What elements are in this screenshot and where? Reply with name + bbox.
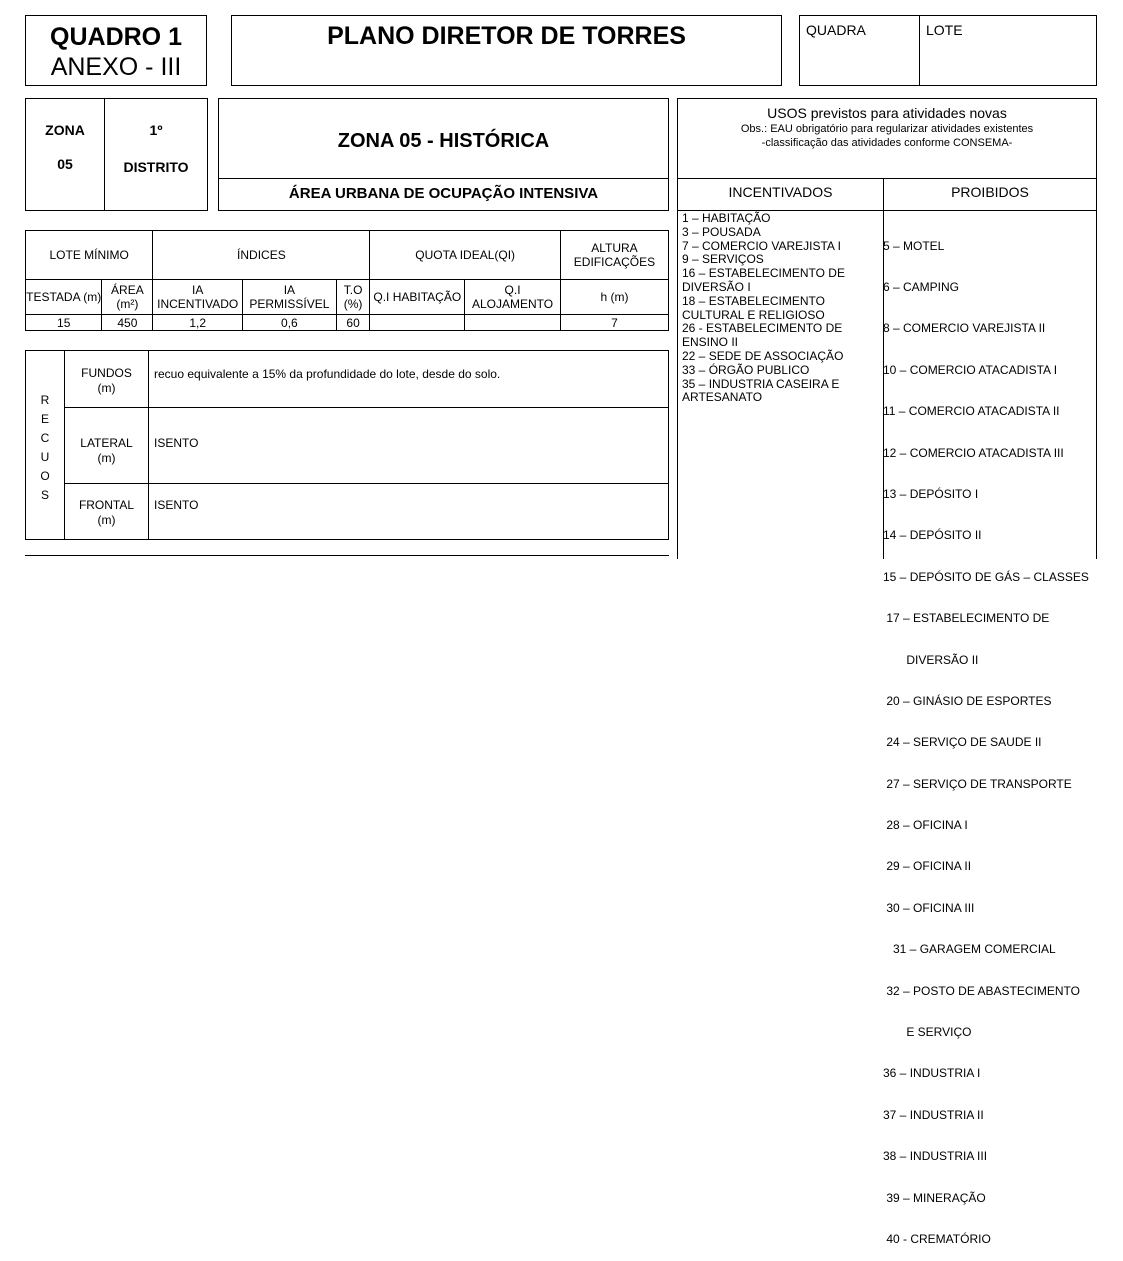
- list-item: 32 – POSTO DE ABASTECIMENTO: [883, 983, 1080, 998]
- recuo-frontal-value-cell: [148, 483, 669, 540]
- distrito-box: [104, 98, 208, 211]
- zone-name-box: [218, 98, 669, 179]
- list-item: 10 – COMERCIO ATACADISTA I: [883, 362, 1058, 377]
- zone-name: ZONA 05 - HISTÓRICA: [337, 130, 550, 152]
- list-item: 36 – INDUSTRIA I: [883, 1066, 981, 1081]
- list-item: 16 – ESTABELECIMENTO DE: [682, 266, 845, 281]
- distrito-number: 1º: [149, 122, 163, 138]
- list-item: 33 – ÓRGÃO PUBLICO: [682, 362, 810, 377]
- recuo-fundos-value: recuo equivalente a 15% da profundidade do lote, desde do solo.: [154, 367, 501, 381]
- val-qi-habitacao: [370, 315, 465, 331]
- list-item: 26 - ESTABELECIMENTO DE: [682, 321, 843, 336]
- usos-header-box: [677, 98, 1097, 179]
- list-item: 3 – POUSADA: [682, 224, 761, 239]
- list-item: 14 – DEPÓSITO II: [883, 528, 982, 543]
- recuo-lateral-label-cell: [64, 407, 149, 484]
- quadro-title: QUADRO 1: [50, 23, 182, 51]
- usos-left-border: [677, 210, 678, 559]
- quadro-box: [25, 15, 207, 86]
- recuo-frontal-value: ISENTO: [154, 498, 199, 512]
- indices-table: [25, 230, 669, 331]
- lote-label: LOTE: [926, 22, 963, 38]
- zone-area-box: [218, 178, 669, 211]
- list-item: 6 – CAMPING: [883, 279, 960, 294]
- list-item: 27 – SERVIÇO DE TRANSPORTE: [883, 776, 1072, 791]
- recuo-lateral-value: ISENTO: [154, 436, 199, 450]
- list-item: 24 – SERVIÇO DE SAUDE II: [883, 735, 1042, 750]
- list-item: DIVERSÃO II: [883, 652, 979, 667]
- recuos-side-label: R E C U O S: [40, 393, 50, 502]
- recuo-fundos-value-cell: [148, 350, 669, 408]
- recuo-lateral-value-cell: [148, 407, 669, 484]
- plan-title-box: [231, 15, 782, 86]
- proibidos-list: [883, 212, 1089, 1261]
- recuo-frontal-unit: (m): [97, 513, 116, 527]
- val-area: 450: [102, 315, 153, 331]
- usos-obs-2: -classificação das atividades conforme CONSEMA-: [761, 137, 1013, 149]
- list-item: 22 – SEDE DE ASSOCIAÇÃO: [682, 348, 844, 363]
- col-ia-incentivado: IA INCENTIVADO: [153, 280, 243, 315]
- list-item: 11 – COMERCIO ATACADISTA II: [883, 404, 1060, 419]
- list-item: 40 - CREMATÓRIO: [883, 1231, 991, 1246]
- col-qi-alojamento: Q.I ALOJAMENTO: [465, 280, 561, 315]
- recuo-lateral-label: LATERAL: [80, 436, 133, 450]
- usos-obs-1: Obs.: EAU obrigatório para regularizar atividades existentes: [740, 123, 1034, 135]
- val-ia-permissivel: 0,6: [243, 315, 337, 331]
- recuo-fundos-unit: (m): [97, 381, 116, 395]
- recuo-fundos-label-cell: [64, 350, 149, 408]
- zone-area: ÁREA URBANA DE OCUPAÇÃO INTENSIVA: [288, 185, 599, 202]
- list-item: 18 – ESTABELECIMENTO: [682, 293, 825, 308]
- recuo-frontal-label-cell: [64, 483, 149, 540]
- list-item: 7 – COMERCIO VAREJISTA I: [682, 238, 841, 253]
- lote-minimo-header: LOTE MÍNIMO: [26, 231, 153, 280]
- usos-title: USOS previstos para atividades novas: [767, 105, 1007, 121]
- col-h: h (m): [560, 280, 668, 315]
- list-item: 9 – SERVIÇOS: [682, 252, 764, 267]
- zona-box: [25, 98, 105, 211]
- quadra-label: QUADRA: [806, 22, 866, 38]
- list-item: ARTESANATO: [682, 390, 763, 405]
- val-ia-incentivado: 1,2: [153, 315, 243, 331]
- col-ia-permissivel: IA PERMISSÍVEL: [243, 280, 337, 315]
- list-item: 35 – INDUSTRIA CASEIRA E: [682, 376, 840, 391]
- list-item: 5 – MOTEL: [883, 238, 945, 253]
- anexo-label: ANEXO - III: [50, 53, 182, 81]
- proibidos-label: PROIBIDOS: [951, 184, 1029, 200]
- incentivados-header: [677, 178, 884, 211]
- list-item: 28 – OFICINA I: [883, 818, 968, 833]
- list-item: 20 – GINÁSIO DE ESPORTES: [883, 693, 1052, 708]
- proibidos-header: [883, 178, 1097, 211]
- zona-number: 05: [57, 156, 73, 172]
- recuo-frontal-label: FRONTAL: [78, 498, 135, 512]
- incentivados-list: [682, 212, 845, 405]
- list-item: 29 – OFICINA II: [883, 859, 972, 874]
- list-item: 8 – COMERCIO VAREJISTA II: [883, 321, 1046, 336]
- list-item: 13 – DEPÓSITO I: [883, 486, 979, 501]
- list-item: 17 – ESTABELECIMENTO DE: [883, 611, 1050, 626]
- list-item: 12 – COMERCIO ATACADISTA III: [883, 445, 1064, 460]
- recuo-lateral-unit: (m): [97, 451, 116, 465]
- val-testada: 15: [26, 315, 102, 331]
- list-item: 1 – HABITAÇÃO: [682, 211, 771, 225]
- col-testada: TESTADA (m): [26, 280, 102, 315]
- list-item: DIVERSÃO I: [682, 279, 751, 294]
- usos-right-border: [1096, 210, 1097, 559]
- lote-field: [919, 15, 1097, 86]
- distrito-label: DISTRITO: [123, 159, 189, 175]
- indices-header: ÍNDICES: [153, 231, 370, 280]
- list-item: 30 – OFICINA III: [883, 900, 975, 915]
- recuo-fundos-label: FUNDOS: [81, 366, 132, 380]
- list-item: 31 – GARAGEM COMERCIAL: [883, 942, 1056, 957]
- col-qi-habitacao: Q.I HABITAÇÃO: [370, 280, 465, 315]
- val-qi-alojamento: [465, 315, 561, 331]
- list-item: ENSINO II: [682, 335, 739, 350]
- altura-header: ALTURA EDIFICAÇÕES: [560, 231, 668, 280]
- list-item: E SERVIÇO: [883, 1025, 972, 1040]
- list-item: 39 – MINERAÇÃO: [883, 1190, 986, 1205]
- list-item: 38 – INDUSTRIA III: [883, 1149, 988, 1164]
- val-h: 7: [560, 315, 668, 331]
- incentivados-label: INCENTIVADOS: [728, 184, 833, 200]
- col-to: T.O (%): [336, 280, 370, 315]
- list-item: CULTURAL E RELIGIOSO: [682, 307, 825, 322]
- quota-header: QUOTA IDEAL(QI): [370, 231, 561, 280]
- page-title: PLANO DIRETOR DE TORRES: [327, 22, 686, 50]
- list-item: 15 – DEPÓSITO DE GÁS – CLASSES: [883, 569, 1089, 584]
- zona-label: ZONA: [45, 122, 85, 138]
- val-to: 60: [336, 315, 370, 331]
- quadra-field: [799, 15, 920, 86]
- list-item: 37 – INDUSTRIA II: [883, 1107, 984, 1122]
- col-area: ÁREA (m²): [102, 280, 153, 315]
- bottom-divider: [25, 555, 669, 556]
- recuos-side: [25, 350, 65, 540]
